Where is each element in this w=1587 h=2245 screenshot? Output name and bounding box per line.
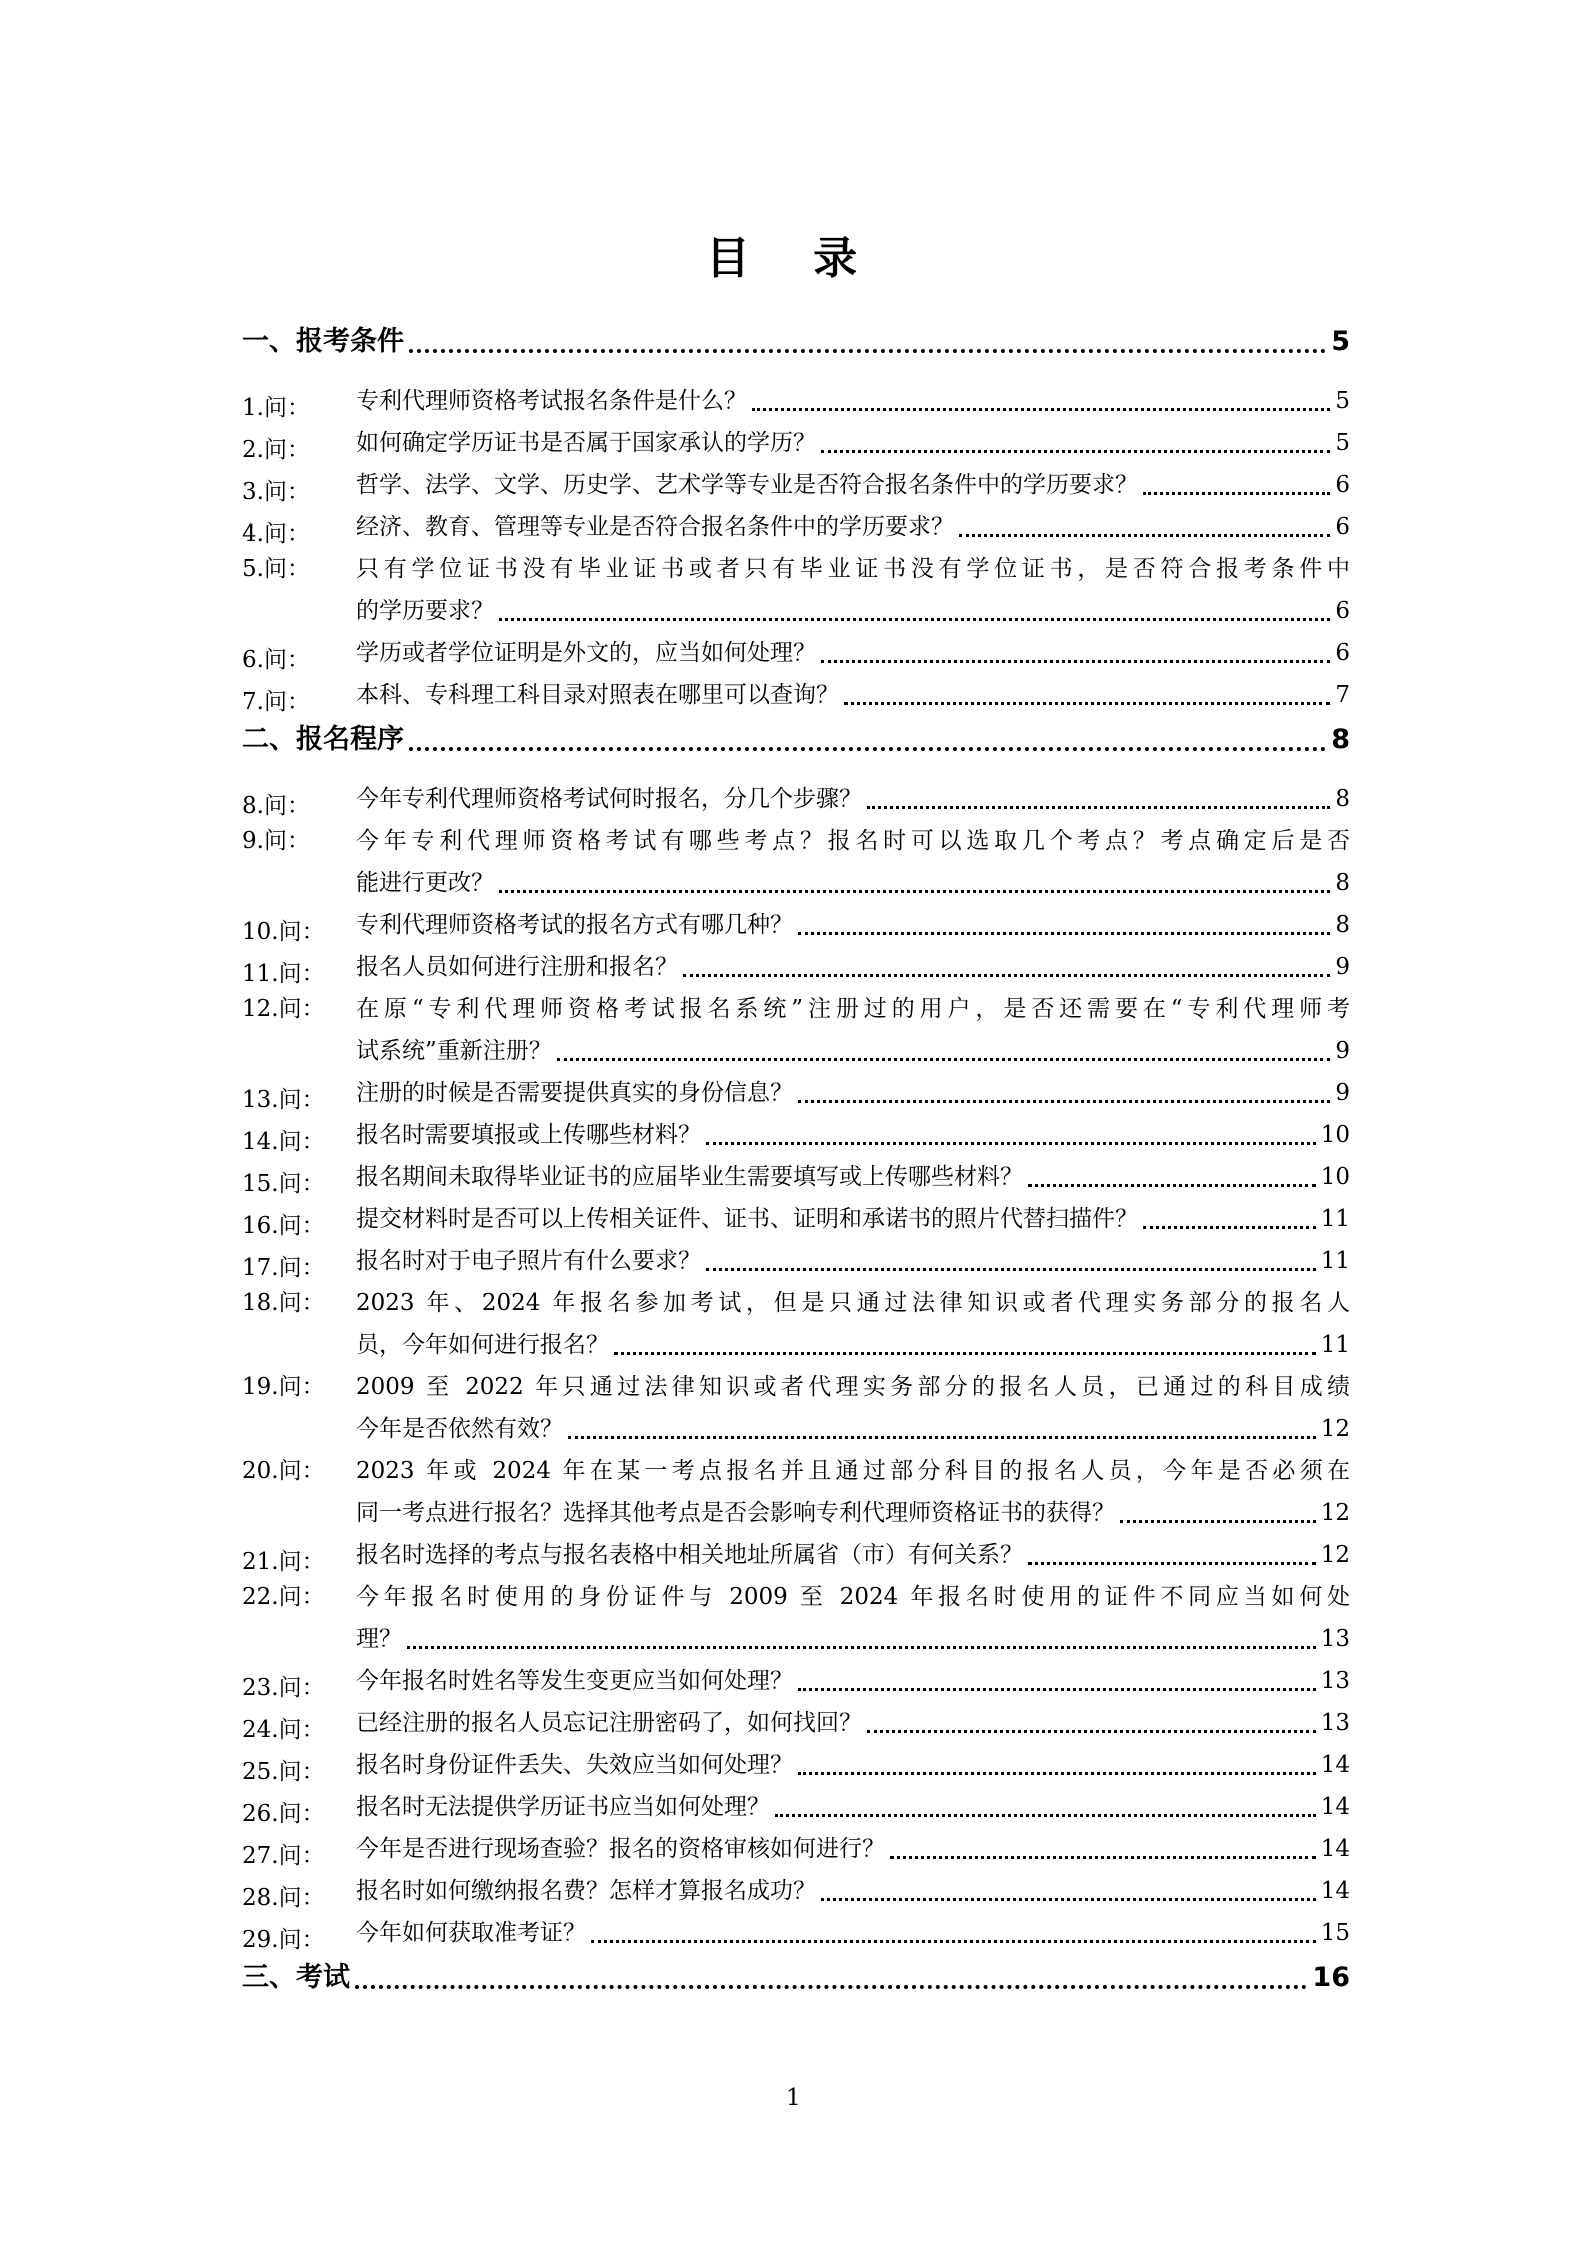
toc-entry-number: 24.问： (242, 1717, 325, 1743)
toc-entry-number: 8.问： (242, 793, 310, 819)
dot-leader (798, 1772, 1316, 1775)
toc-entry-text: 今年是否依然有效？ (356, 1416, 563, 1442)
toc-entry-page: 7 (1335, 682, 1350, 708)
toc-entry-number: 2.问： (242, 437, 310, 463)
toc-entry[interactable] (242, 1366, 1350, 1450)
toc-entry-text: 理？ (356, 1626, 402, 1652)
dot-leader (499, 890, 1330, 893)
dot-leader (798, 1100, 1330, 1103)
dot-leader (1028, 1184, 1316, 1187)
toc-entry[interactable] (242, 1786, 1350, 1828)
toc-entry-text: 今年专利代理师资格考试何时报名，分几个步骤？ (356, 786, 862, 812)
toc-entry-text: 在原“专利代理师资格考试报名系统”注册过的用户，是否还需要在“专利代理师考 (356, 996, 1350, 1022)
toc-entry[interactable] (242, 778, 1350, 820)
toc-entry-line (356, 1492, 1350, 1534)
toc-entry-text: 员，今年如何进行报名？ (356, 1332, 609, 1358)
toc-entry-number: 10.问： (242, 919, 325, 945)
toc-entry-body (356, 778, 1350, 820)
toc-entry-number: 18.问： (242, 1290, 325, 1316)
toc-entry-number: 17.问： (242, 1255, 325, 1281)
toc-entry-number: 11.问： (242, 961, 325, 987)
toc-entry-line (356, 548, 1350, 590)
dot-leader (409, 349, 1326, 353)
toc-entry-page: 6 (1335, 640, 1350, 666)
toc-section[interactable] (242, 1958, 1350, 1998)
toc-entry-page: 9 (1335, 1038, 1350, 1064)
toc-entry-number: 9.问： (242, 828, 310, 854)
toc-entry[interactable] (242, 548, 1350, 632)
toc-entry[interactable] (242, 506, 1350, 548)
toc-entry-line (356, 1450, 1350, 1492)
toc-entry-number: 19.问： (242, 1374, 325, 1400)
toc-entry-page: 10 (1320, 1164, 1350, 1190)
toc-section-page: 16 (1312, 1962, 1350, 1993)
toc-entry-line (356, 506, 1350, 548)
toc-entry[interactable] (242, 464, 1350, 506)
toc-entry-page: 11 (1320, 1248, 1350, 1274)
toc-entry-body (356, 946, 1350, 988)
toc-entry-text: 今年报名时使用的身份证件与 2009 至 2024 年报名时使用的证件不同应当如何处 (356, 1584, 1350, 1610)
toc-entry-text: 报名时选择的考点与报名表格中相关地址所属省（市）有何关系？ (356, 1542, 1023, 1568)
toc-entry-page: 8 (1335, 870, 1350, 896)
toc-entry-text: 报名人员如何进行注册和报名？ (356, 954, 678, 980)
toc-entry-line (356, 1576, 1350, 1618)
toc-entry-line (356, 1198, 1350, 1240)
toc-entry-text: 注册的时候是否需要提供真实的身份信息？ (356, 1080, 793, 1106)
toc-entry-text: 2023 年、2024 年报名参加考试，但是只通过法律知识或者代理实务部分的报名人 (356, 1290, 1350, 1316)
toc-entry-line (356, 674, 1350, 716)
dot-leader (409, 747, 1326, 751)
toc-entry-body (356, 820, 1350, 904)
toc-entry-number: 1.问： (242, 395, 310, 421)
toc-entry-text: 今年专利代理师资格考试有哪些考点？报名时可以选取几个考点？考点确定后是否 (356, 828, 1350, 854)
toc-entry-text: 同一考点进行报名？选择其他考点是否会影响专利代理师资格证书的获得？ (356, 1500, 1115, 1526)
toc-entry-number: 16.问： (242, 1213, 325, 1239)
toc-entry-number: 6.问： (242, 647, 310, 673)
toc-section[interactable] (242, 322, 1350, 362)
toc-entry-line (356, 862, 1350, 904)
dot-leader (867, 806, 1330, 809)
toc-entry[interactable] (242, 946, 1350, 988)
toc-entry-number: 13.问： (242, 1087, 325, 1113)
dot-leader (867, 1730, 1316, 1733)
dot-leader (355, 1985, 1307, 1989)
dot-leader (752, 408, 1330, 411)
toc-section-page: 5 (1331, 326, 1350, 357)
toc-entry-body (356, 1786, 1350, 1828)
dot-leader (1120, 1520, 1316, 1523)
toc-entry[interactable] (242, 1828, 1350, 1870)
page-number: 1 (786, 2085, 801, 2111)
toc-entry[interactable] (242, 1114, 1350, 1156)
toc-entry-number: 4.问： (242, 521, 310, 547)
toc-entry-line (356, 904, 1350, 946)
dot-leader (568, 1436, 1316, 1439)
toc-entry[interactable] (242, 380, 1350, 422)
toc-entry-page: 14 (1320, 1878, 1350, 1904)
toc-entry[interactable] (242, 1282, 1350, 1366)
toc-entry-body (356, 1660, 1350, 1702)
toc-section[interactable] (242, 720, 1350, 760)
dot-leader (798, 932, 1330, 935)
toc-entry-text: 报名时需要填报或上传哪些材料？ (356, 1122, 701, 1148)
toc-entry-text: 的学历要求？ (356, 598, 494, 624)
toc-entry[interactable] (242, 422, 1350, 464)
toc-entry-text: 已经注册的报名人员忘记注册密码了，如何找回？ (356, 1710, 862, 1736)
toc-entry-line (356, 1408, 1350, 1450)
toc-entry-page: 6 (1335, 598, 1350, 624)
toc-entry-line (356, 464, 1350, 506)
toc-entry-page: 5 (1335, 388, 1350, 414)
toc-entry-line (356, 1870, 1350, 1912)
toc-entry-line (356, 820, 1350, 862)
toc-entry[interactable] (242, 1912, 1350, 1954)
dot-leader (706, 1142, 1316, 1145)
toc-entry-number: 7.问： (242, 689, 310, 715)
toc-entry-text: 今年报名时姓名等发生变更应当如何处理？ (356, 1668, 793, 1694)
dot-leader (798, 1688, 1316, 1691)
toc-entry-page: 13 (1320, 1668, 1350, 1694)
toc-entry[interactable] (242, 1198, 1350, 1240)
toc-entry-text: 今年如何获取准考证？ (356, 1920, 586, 1946)
toc-entry-page: 11 (1320, 1206, 1350, 1232)
toc-entry-text: 今年是否进行现场查验？报名的资格审核如何进行？ (356, 1836, 885, 1862)
toc-entry-number: 14.问： (242, 1129, 325, 1155)
toc-entry-body (356, 674, 1350, 716)
toc-section-label: 一、报考条件 (242, 326, 404, 357)
toc-entry-line (356, 1744, 1350, 1786)
toc-entry-number: 22.问： (242, 1584, 325, 1610)
toc-entry-body (356, 904, 1350, 946)
toc-entry-body (356, 548, 1350, 632)
toc-entry-number: 27.问： (242, 1843, 325, 1869)
toc-entry-body (356, 1912, 1350, 1954)
toc-entry-line (356, 1324, 1350, 1366)
toc-entry-text: 报名时无法提供学历证书应当如何处理？ (356, 1794, 770, 1820)
toc-entry-page: 5 (1335, 430, 1350, 456)
toc-entry-text: 经济、教育、管理等专业是否符合报名条件中的学历要求？ (356, 514, 954, 540)
dot-leader (1143, 1226, 1316, 1229)
toc-entry[interactable] (242, 1660, 1350, 1702)
toc-entry-text: 哲学、法学、文学、历史学、艺术学等专业是否符合报名条件中的学历要求？ (356, 472, 1138, 498)
toc-entry-page: 12 (1320, 1500, 1350, 1526)
dot-leader (407, 1646, 1316, 1649)
toc-entry-number: 3.问： (242, 479, 310, 505)
toc-entry-page: 13 (1320, 1710, 1350, 1736)
toc-entry-line (356, 1156, 1350, 1198)
toc-entry-page: 12 (1320, 1542, 1350, 1568)
dot-leader (821, 660, 1330, 663)
dot-leader (591, 1940, 1316, 1943)
toc-entry-number: 5.问： (242, 556, 310, 582)
toc-entry-body (356, 1576, 1350, 1660)
toc-entry[interactable] (242, 1534, 1350, 1576)
page-title: 目 录 (705, 233, 882, 284)
toc-entry-body (356, 464, 1350, 506)
toc-entry-body (356, 1072, 1350, 1114)
toc-entry-number: 25.问： (242, 1759, 325, 1785)
toc-entry-body (356, 1198, 1350, 1240)
toc-entry[interactable] (242, 1702, 1350, 1744)
dot-leader (706, 1268, 1316, 1271)
toc-entry-line (356, 1030, 1350, 1072)
toc-entry[interactable] (242, 1156, 1350, 1198)
toc-entry-page: 10 (1320, 1122, 1350, 1148)
toc-section-label: 三、考试 (242, 1962, 350, 1993)
toc-entry[interactable] (242, 1870, 1350, 1912)
toc-entry[interactable] (242, 1072, 1350, 1114)
toc-entry-page: 12 (1320, 1416, 1350, 1442)
toc-entry[interactable] (242, 904, 1350, 946)
dot-leader (683, 974, 1330, 977)
toc-entry-page: 14 (1320, 1752, 1350, 1778)
toc-entry-page: 15 (1320, 1920, 1350, 1946)
toc-entry[interactable] (242, 674, 1350, 716)
toc-entry-body (356, 1450, 1350, 1534)
toc-entry-number: 26.问： (242, 1801, 325, 1827)
dot-leader (775, 1814, 1316, 1817)
toc-entry-line (356, 1702, 1350, 1744)
toc-entry-text: 本科、专科理工科目录对照表在哪里可以查询？ (356, 682, 839, 708)
toc-entry-page: 13 (1320, 1626, 1350, 1652)
toc-entry-body (356, 422, 1350, 464)
dot-leader (1143, 492, 1330, 495)
toc-entry[interactable] (242, 988, 1350, 1072)
toc-section-label: 二、报名程序 (242, 724, 404, 755)
toc-entry-page: 14 (1320, 1794, 1350, 1820)
toc-entry-body (356, 1744, 1350, 1786)
toc-entry-line (356, 778, 1350, 820)
toc-entry-text: 能进行更改？ (356, 870, 494, 896)
toc-entry-line (356, 946, 1350, 988)
dot-leader (821, 1898, 1316, 1901)
toc-entry-line (356, 1534, 1350, 1576)
toc-entry-line (356, 1660, 1350, 1702)
toc-entry[interactable] (242, 632, 1350, 674)
toc-entry-body (356, 1156, 1350, 1198)
toc-entry-line (356, 1828, 1350, 1870)
toc-entry-line (356, 1912, 1350, 1954)
toc-entry-page: 9 (1335, 954, 1350, 980)
toc-entry[interactable] (242, 1576, 1350, 1660)
toc-entry-number: 15.问： (242, 1171, 325, 1197)
toc-entry-line (356, 1282, 1350, 1324)
toc-entry-line (356, 1366, 1350, 1408)
toc-entry[interactable] (242, 1240, 1350, 1282)
toc-entry-page: 8 (1335, 912, 1350, 938)
toc-entry-line (356, 632, 1350, 674)
toc-entry-page: 9 (1335, 1080, 1350, 1106)
dot-leader (959, 534, 1330, 537)
toc-entry-body (356, 1828, 1350, 1870)
toc-entry-line (356, 380, 1350, 422)
dot-leader (614, 1352, 1316, 1355)
toc-entry-line (356, 1618, 1350, 1660)
toc-entry-body (356, 1366, 1350, 1450)
dot-leader (1028, 1562, 1316, 1565)
toc-entry-number: 29.问： (242, 1927, 325, 1953)
toc-entry-body (356, 1534, 1350, 1576)
toc-entry-line (356, 1786, 1350, 1828)
toc-entry[interactable] (242, 1744, 1350, 1786)
toc-entry-text: 只有学位证书没有毕业证书或者只有毕业证书没有学位证书，是否符合报考条件中 (356, 556, 1350, 582)
toc-entry-number: 28.问： (242, 1885, 325, 1911)
toc-entry-page: 6 (1335, 472, 1350, 498)
toc-entry-number: 12.问： (242, 996, 325, 1022)
toc-entry-body (356, 1114, 1350, 1156)
toc-entry-line (356, 590, 1350, 632)
dot-leader (557, 1058, 1331, 1061)
toc-entry[interactable] (242, 1450, 1350, 1534)
toc-entry-line (356, 422, 1350, 464)
toc-entry-page: 6 (1335, 514, 1350, 540)
toc-entry-page: 8 (1335, 786, 1350, 812)
toc-entry-page: 14 (1320, 1836, 1350, 1862)
toc-entry-body (356, 988, 1350, 1072)
toc-entry-body (356, 1870, 1350, 1912)
toc-entry-line (356, 1114, 1350, 1156)
toc-entry-body (356, 1282, 1350, 1366)
toc-entry-number: 23.问： (242, 1675, 325, 1701)
toc-entry-text: 提交材料时是否可以上传相关证件、证书、证明和承诺书的照片代替扫描件？ (356, 1206, 1138, 1232)
toc-entry-line (356, 988, 1350, 1030)
toc-entry-text: 如何确定学历证书是否属于国家承认的学历？ (356, 430, 816, 456)
toc-entry-text: 2023 年或 2024 年在某一考点报名并且通过部分科目的报名人员，今年是否必须在 (356, 1458, 1350, 1484)
table-of-contents (242, 318, 1350, 1998)
toc-section-page: 8 (1331, 724, 1350, 755)
toc-entry-body (356, 632, 1350, 674)
toc-entry-number: 20.问： (242, 1458, 325, 1484)
toc-entry-text: 报名时对于电子照片有什么要求？ (356, 1248, 701, 1274)
dot-leader (499, 618, 1330, 621)
toc-entry-text: 专利代理师资格考试报名条件是什么？ (356, 388, 747, 414)
dot-leader (890, 1856, 1316, 1859)
toc-entry-text: 2009 至 2022 年只通过法律知识或者代理实务部分的报名人员，已通过的科目成绩 (356, 1374, 1350, 1400)
toc-entry-text: 试系统”重新注册？ (356, 1038, 552, 1064)
toc-entry-text: 报名时如何缴纳报名费？怎样才算报名成功？ (356, 1878, 816, 1904)
toc-entry-text: 专利代理师资格考试的报名方式有哪几种？ (356, 912, 793, 938)
toc-entry-text: 报名时身份证件丢失、失效应当如何处理？ (356, 1752, 793, 1778)
toc-entry-line (356, 1072, 1350, 1114)
dot-leader (844, 702, 1330, 705)
toc-entry-line (356, 1240, 1350, 1282)
toc-entry-body (356, 506, 1350, 548)
toc-entry[interactable] (242, 820, 1350, 904)
toc-entry-body (356, 1702, 1350, 1744)
toc-entry-text: 报名期间未取得毕业证书的应届毕业生需要填写或上传哪些材料？ (356, 1164, 1023, 1190)
toc-entry-body (356, 380, 1350, 422)
toc-entry-number: 21.问： (242, 1549, 325, 1575)
toc-entry-page: 11 (1320, 1332, 1350, 1358)
dot-leader (821, 450, 1330, 453)
toc-entry-text: 学历或者学位证明是外文的，应当如何处理？ (356, 640, 816, 666)
toc-entry-body (356, 1240, 1350, 1282)
